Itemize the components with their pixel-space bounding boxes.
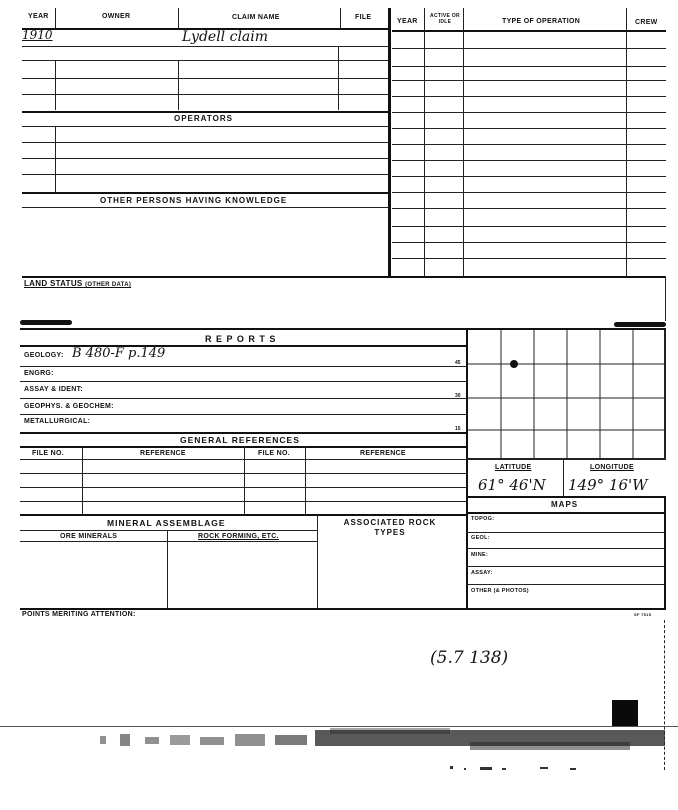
geology-value: B 480-F p.149 [72,346,166,361]
geophys-label: GEOPHYS. & GEOCHEM: [24,403,114,410]
mineral-assemblage-title: MINERAL ASSEMBLAGE [107,518,226,528]
land-status-title [24,279,131,288]
land-status-sub: (OTHER DATA) [85,282,132,288]
geology-label: GEOLOGY: [24,352,64,359]
engrg-label: ENGRG: [24,370,54,377]
ore-minerals-header: ORE MINERALS [60,533,118,540]
scale-30: 30 [455,393,461,399]
operators-title: OPERATORS [174,114,233,123]
scan-noise-band [90,728,666,754]
scan-smear-left [20,320,72,325]
active-idle-header: ACTIVE OR IDLE [430,13,460,25]
file-no-header-1: FILE NO. [32,450,64,457]
reports-title: R E P O R T S [205,334,277,344]
longitude-label: LONGITUDE [590,464,634,471]
owner-header: OWNER [102,13,131,20]
geol-label: GEOL: [471,535,490,541]
mine-label: MINE: [471,552,489,558]
file-no-header-2: FILE NO. [258,450,290,457]
other-photos-label: OTHER (& PHOTOS) [471,588,529,594]
associated-rock-types-title: ASSOCIATED ROCK TYPES [343,518,437,537]
scale-45: 45 [455,360,461,366]
scan-noise-specks [440,762,600,774]
land-status-label: LAND STATUS [24,279,83,288]
rock-forming-header: ROCK FORMING, ETC. [198,533,279,540]
topog-label: TOPOG: [471,516,495,522]
scan-smear-right [614,322,666,327]
maps-title: MAPS [551,500,579,509]
crew-header: CREW [635,19,658,26]
assay-map-label: ASSAY: [471,570,493,576]
file-header: FILE [355,14,372,21]
claim-name-header: CLAIM NAME [232,14,280,21]
longitude-value: 149° 16'W [568,476,648,494]
latitude-label: LATITUDE [495,464,532,471]
type-of-operation-header: TYPE OF OPERATION [502,18,581,25]
entry-year: 1910 [22,28,53,42]
general-references-title: GENERAL REFERENCES [180,435,300,445]
latitude-value: 61° 46'N [478,476,546,494]
reference-header-2: REFERENCE [360,450,406,457]
year-header: YEAR [28,13,49,20]
metallurgical-label: METALLURGICAL: [24,418,91,425]
assay-label: ASSAY & IDENT: [24,386,84,393]
form-code: SF 7515 [634,612,652,617]
location-grid [468,330,666,460]
location-dot [510,360,518,368]
registration-square [612,700,638,726]
handwritten-note: (5.7 138) [430,648,509,668]
other-persons-title: OTHER PERSONS HAVING KNOWLEDGE [100,196,288,205]
year2-header: YEAR [397,18,418,25]
points-meriting-label: POINTS MERITING ATTENTION: [22,611,136,618]
reference-header-1: REFERENCE [140,450,186,457]
scale-15: 15 [455,426,461,432]
entry-claim: Lydell claim [182,29,269,45]
